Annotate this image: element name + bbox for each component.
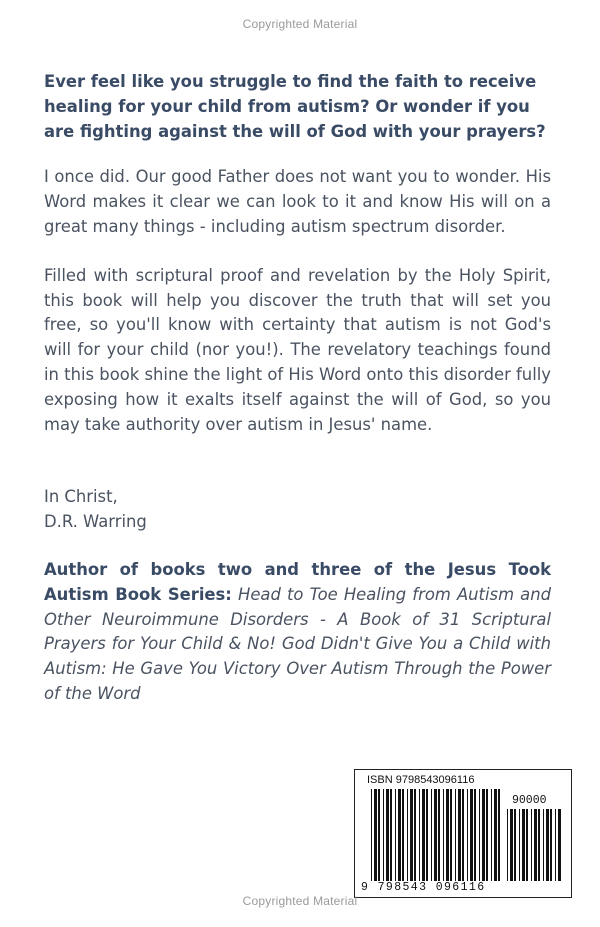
- barcode-stripe: [410, 789, 413, 881]
- barcode-stripe: [374, 789, 377, 881]
- barcode-stripe: [482, 789, 485, 881]
- isbn-barcode: [354, 769, 572, 898]
- barcode-stripe: [458, 789, 461, 881]
- barcode-stripe: [434, 789, 437, 881]
- barcode-stripe: [543, 809, 544, 881]
- barcode-stripe: [419, 789, 420, 881]
- author-titles: Head to Toe Healing from Autism and Other Neuroimmune Disorders - A Book of 31 Scriptural Prayers for Your Child & No! God Didn't Give You a Child with Autism: He Gave You Victory Over Autism Through the Power of the Word: [44, 584, 551, 703]
- barcode-stripe: [538, 809, 540, 881]
- barcode-stripe: [383, 789, 384, 881]
- barcode-stripe: [378, 789, 380, 881]
- barcode-stripe: [455, 789, 456, 881]
- barcode-stripe: [507, 809, 508, 881]
- barcode-stripe: [510, 809, 513, 881]
- barcode-stripe: [467, 789, 468, 881]
- barcode-stripe: [555, 809, 556, 881]
- barcode-stripe: [491, 789, 492, 881]
- lead-paragraph: Ever feel like you struggle to find the faith to receive healing for your child from autism? Or wonder if you are fighting against the will of God with your prayers?: [44, 72, 546, 141]
- back-cover-text: [44, 70, 551, 707]
- barcode-stripe: [470, 789, 473, 881]
- isbn-label: ISBN 9798543096116: [367, 774, 475, 786]
- barcode-stripe: [371, 789, 372, 881]
- barcode-stripe: [462, 789, 464, 881]
- author-label: Author of books two and three of the Jesus Took Autism Book Series:: [44, 559, 551, 604]
- barcode-stripe: [519, 809, 520, 881]
- watermark-bottom: Copyrighted Material: [242, 894, 358, 908]
- signoff: In Christ,: [44, 487, 118, 507]
- barcode-stripe: [479, 789, 480, 881]
- barcode-stripe: [498, 789, 500, 881]
- barcode-stripe: [422, 789, 425, 881]
- barcode-stripe: [446, 789, 449, 881]
- body-paragraph-1: I once did. Our good Father does not want you to wonder. His Word makes it clear we can look to it and know His will on a great many things - including autism spectrum disorder.: [44, 167, 551, 236]
- barcode-stripe: [546, 809, 549, 881]
- barcode-stripe: [390, 789, 392, 881]
- barcode-stripe: [522, 809, 525, 881]
- signoff-block: [44, 485, 551, 535]
- body-paragraph-2: Filled with scriptural proof and revelation by the Holy Spirit, this book will help you discover the truth that will set you free, so you'll know with certainty that autism is not God's will for your child (nor you!). The revelatory teachings found in this book shine the light of His Word onto this disorder fully exposing how it exalts itself against the will of God, so you may take authority over autism in Jesus' name.: [44, 265, 551, 434]
- barcode-stripe: [486, 789, 488, 881]
- barcode-stripe: [386, 789, 389, 881]
- watermark-top: Copyrighted Material: [242, 17, 358, 31]
- barcode-stripe: [438, 789, 440, 881]
- barcode-stripe: [534, 809, 537, 881]
- barcode-stripe: [550, 809, 552, 881]
- barcode-stripe: [431, 789, 432, 881]
- barcode-stripe: [531, 809, 532, 881]
- barcode-stripe: [558, 809, 561, 881]
- signature: D.R. Warring: [44, 512, 147, 532]
- barcode-stripe: [407, 789, 408, 881]
- author-note: [44, 558, 551, 707]
- barcode-stripe: [494, 789, 497, 881]
- barcode-stripe: [414, 789, 416, 881]
- isbn-digits: 9 798543 096116: [361, 881, 486, 894]
- barcode-stripe: [395, 789, 396, 881]
- barcode-stripe: [474, 789, 476, 881]
- barcode-stripe: [514, 809, 516, 881]
- barcode-stripe: [450, 789, 452, 881]
- price-code: 90000: [512, 794, 547, 807]
- barcode-bars: [355, 770, 573, 899]
- barcode-stripe: [398, 789, 401, 881]
- barcode-stripe: [426, 789, 428, 881]
- barcode-stripe: [402, 789, 404, 881]
- barcode-stripe: [443, 789, 444, 881]
- barcode-stripe: [526, 809, 528, 881]
